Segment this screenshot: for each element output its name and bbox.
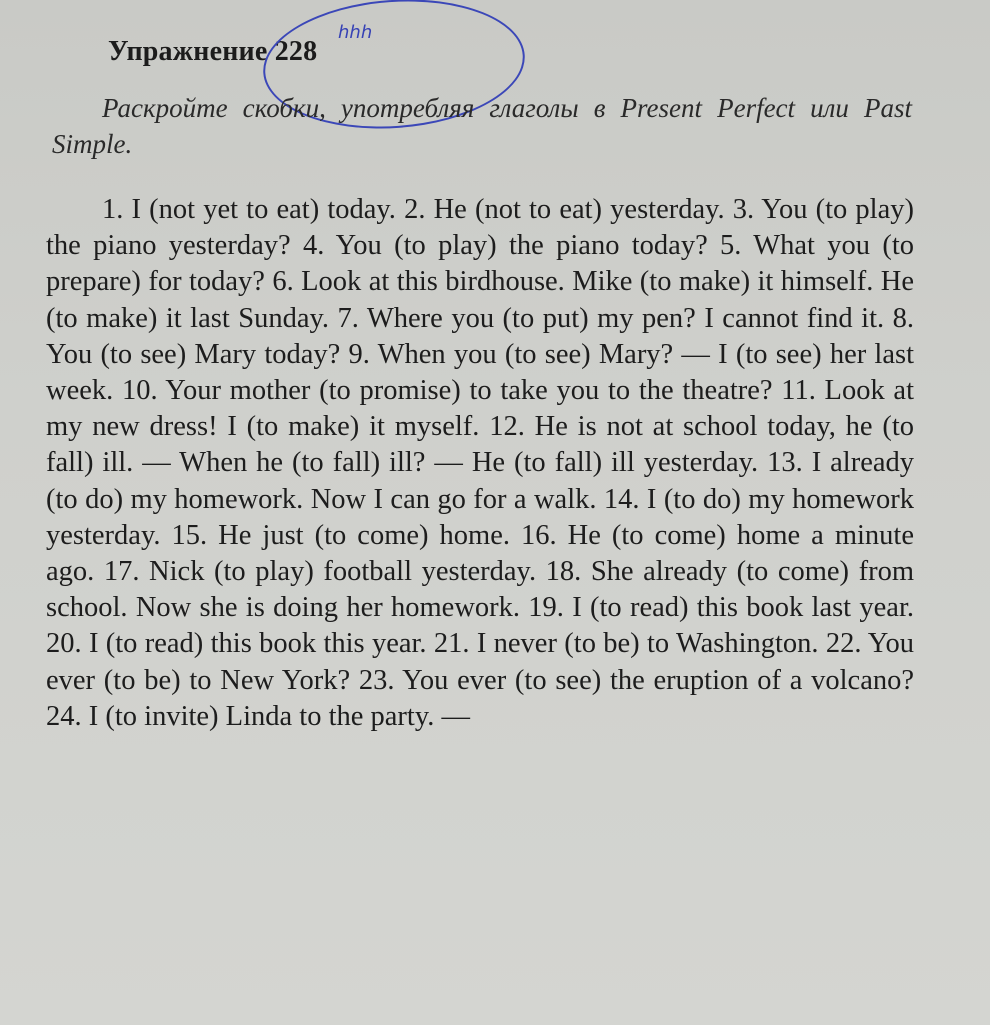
handwritten-note: hhh [338,22,373,43]
exercise-text: 1. I (not yet to eat) today. 2. He (not to eat) yesterday. 3. You (to play) the piano yesterday? 4. You (to play) the piano today? 5. What you (to prepare) for today? 6. Look at this birdhouse. Mike (to make) it himself. He (to make) it last Sunday. 7. Where you (to put) my pen? I cannot find it. 8. You (to see) Mary today? 9. When you (to see) Mary? — I (to see) her last week. 10. Your mother (to promise) to take you to the theatre? 11. Look at my new dress! I (to make) it myself. 12. He is not at school today, he (to fall) ill. — When he (to fall) ill? — He (to fall) ill yesterday. 13. I already (to do) my homework. Now I can go for a walk. 14. I (to do) my homework yesterday. 15. He just (to come) home. 16. He (to come) home a minute ago. 17. Nick (to play) football yesterday. 18. She already (to come) from school. Now she is doing her homework. 19. I (to read) this book last year. 20. I (to read) this book this year. 21. I never (to be) to Washington. 22. You ever (to be) to New York? 23. You ever (to see) the eruption of a volcano? 24. I (to invite) Linda to the party. — [46,194,914,732]
exercise-heading-area [108,22,438,80]
exercise-instructions: Раскройте скобки, употребляя глаголы в Present Perfect или Past Simple. [52,93,912,159]
exercise-title: Упражнение 228 [108,36,318,67]
